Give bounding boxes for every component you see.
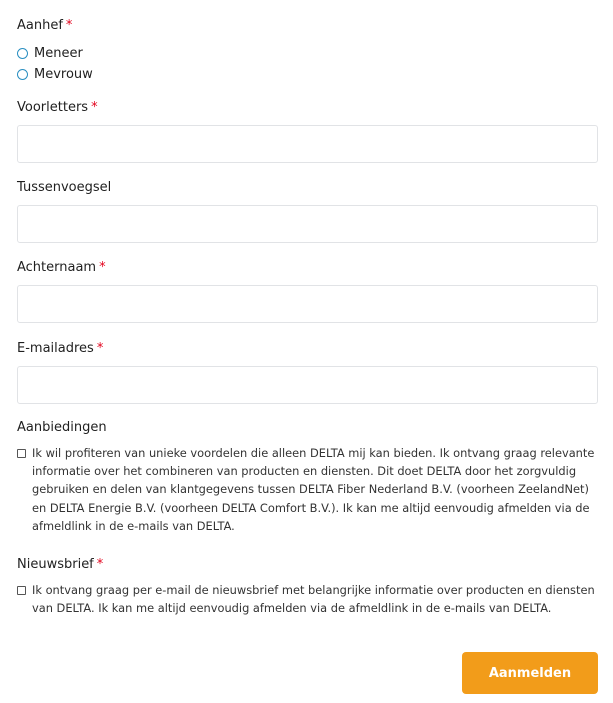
last-name-label-text: Achternaam (17, 260, 97, 275)
infix-label (17, 180, 111, 196)
required-mark: * (99, 260, 106, 275)
salutation-label (17, 18, 72, 34)
offers-checkbox-text: Ik wil profiteren van unieke voordelen die alleen DELTA mij kan bieden. Ik ontvang graag relevante informatie over het combineren van producten en diensten. Dit doet DELTA door het zorgvuldig gebruiken en delen van klantgegevens tussen DELTA Fiber Nederland B.V. (voorheen ZeelandNet) en DELTA Energie B.V. (voorheen DELTA Comfort B.V.). Ik kan me altijd eenvoudig afmelden via de afmeldlink in de e-mails van DELTA. (32, 446, 595, 533)
offers-checkbox[interactable] (17, 449, 26, 458)
email-label-text: E-mailadres (17, 341, 94, 356)
infix-input[interactable] (17, 205, 598, 243)
required-mark: * (96, 341, 104, 356)
required-mark: * (96, 557, 104, 572)
radio-option-mevrouw[interactable] (17, 66, 93, 82)
email-input[interactable] (17, 366, 598, 404)
submit-button[interactable]: Aanmelden (462, 652, 598, 694)
initials-label (17, 100, 98, 116)
initials-label-text: Voorletters (17, 100, 89, 115)
radio-option-label: Meneer (34, 45, 83, 61)
radio-option-label: Mevrouw (34, 66, 93, 82)
offers-label (17, 420, 107, 436)
newsletter-option[interactable] (17, 581, 602, 617)
required-mark: * (65, 18, 73, 33)
salutation-label-text: Aanhef (17, 18, 63, 33)
email-label (17, 341, 103, 357)
offers-option[interactable] (17, 444, 602, 535)
last-name-label (17, 260, 106, 276)
newsletter-checkbox[interactable] (17, 586, 26, 595)
newsletter-checkbox-text: Ik ontvang graag per e-mail de nieuwsbrief met belangrijke informatie over producten en diensten van DELTA. Ik kan me altijd eenvoudig afmelden via de afmeldlink in de e-mails van DELTA. (32, 583, 595, 616)
last-name-input[interactable] (17, 285, 598, 323)
initials-input[interactable] (17, 125, 598, 163)
radio-button[interactable] (17, 69, 28, 80)
newsletter-label (17, 557, 103, 573)
offers-label-text: Aanbiedingen (17, 420, 107, 435)
radio-option-meneer[interactable] (17, 45, 83, 61)
required-mark: * (91, 100, 98, 115)
radio-button[interactable] (17, 48, 28, 59)
newsletter-label-text: Nieuwsbrief (17, 557, 94, 572)
infix-label-text: Tussenvoegsel (17, 180, 112, 195)
